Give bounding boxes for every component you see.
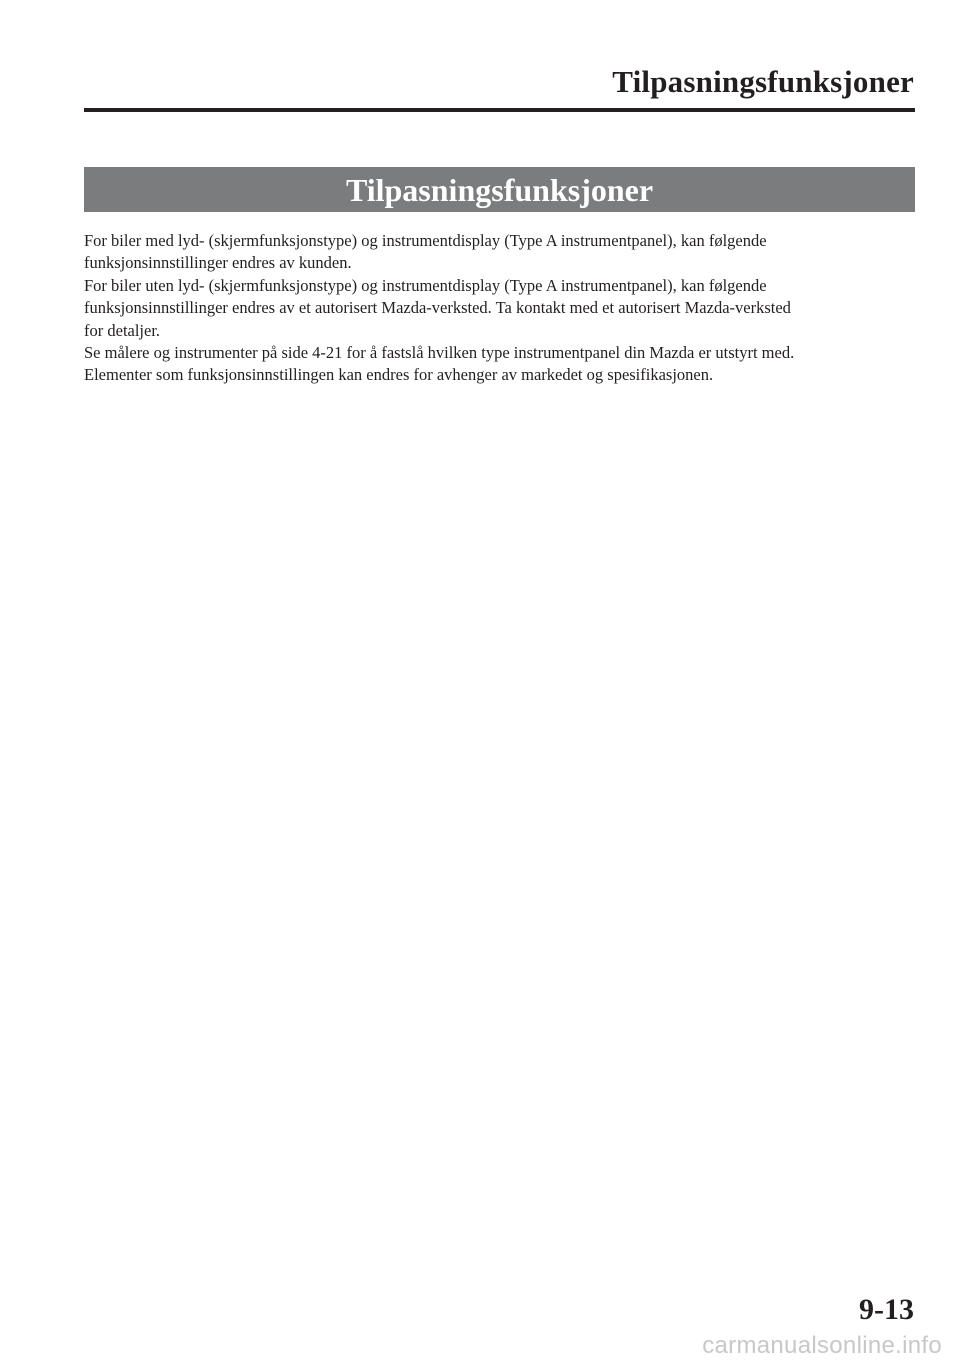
body-line: funksjonsinnstillinger endres av kunden. [84, 253, 352, 273]
body-text [84, 230, 915, 387]
body-line: Elementer som funksjonsinnstillingen kan endres for avhenger av markedet og spesifikasjonen. [84, 365, 714, 385]
body-line: Se målere og instrumenter på side 4-21 for å fastslå hvilken type instrumentpanel din Mazda er utstyrt med. [84, 343, 795, 363]
section-title: Tilpasningsfunksjoner [345, 171, 654, 208]
watermark: carmanualsonline.info [702, 1332, 942, 1359]
page-number: 9-13 [859, 1293, 914, 1326]
running-header-title: Tilpasningsfunksjoner [612, 64, 914, 99]
body-line: For biler med lyd- (skjermfunksjonstype) og instrumentdisplay (Type A instrumentpanel), kan følgende [84, 231, 767, 250]
section-banner [84, 167, 915, 212]
header-rule [84, 108, 915, 112]
body-line: for detaljer. [84, 320, 161, 340]
body-line: funksjonsinnstillinger endres av et autorisert Mazda-verksted. Ta kontakt med et autorisert Mazda-verksted [84, 298, 791, 318]
body-line: For biler uten lyd- (skjermfunksjonstype) og instrumentdisplay (Type A instrumentpanel), kan følgende [84, 275, 767, 295]
